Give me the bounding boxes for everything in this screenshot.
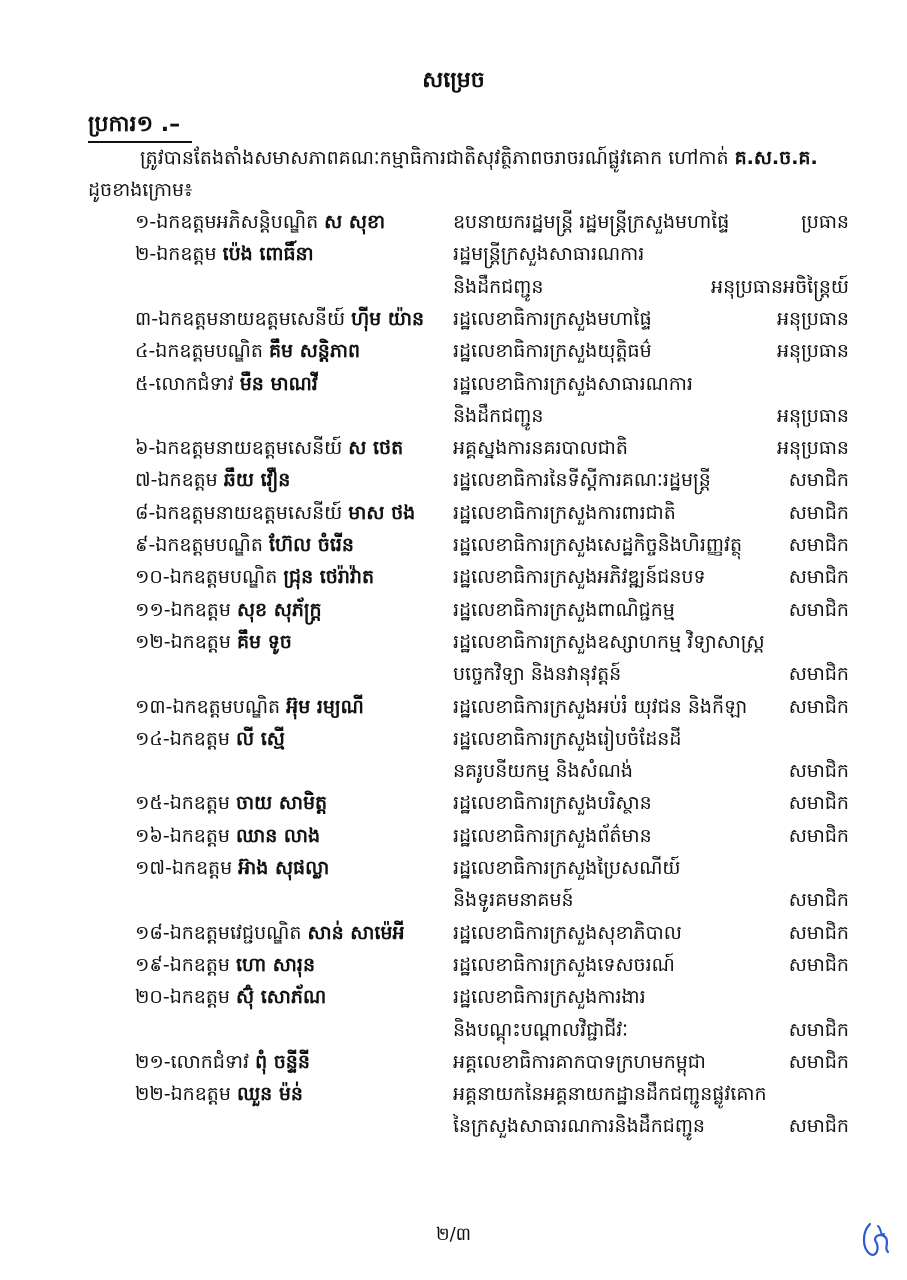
member-role: សមាជិក <box>788 1115 849 1138</box>
member-name <box>135 533 354 561</box>
member-row <box>0 985 907 1019</box>
member-name-bold: ស៊ុំ សោភ័ណ <box>236 986 327 1009</box>
member-row <box>0 307 907 341</box>
intro-continuation: ដូចខាងក្រោម៖ <box>88 179 193 201</box>
member-position: រដ្ឋលេខាធិការក្រសួងប្រៃសណីយ៍ <box>453 857 681 879</box>
member-name <box>135 695 364 723</box>
member-row <box>0 630 907 664</box>
member-title-prefix: ១១-ឯកឧត្តម <box>135 598 237 621</box>
member-position: រដ្ឋលេខាធិការនៃទីស្តីការគណៈរដ្ឋមន្ត្រី <box>453 469 711 492</box>
member-title-prefix: ១៤-ឯកឧត្តម <box>135 727 237 750</box>
member-row <box>0 242 907 276</box>
member-role: សមាជិក <box>788 501 849 524</box>
member-position: រដ្ឋលេខាធិការក្រសួងបរិស្ថាន <box>453 792 652 815</box>
member-row <box>0 436 907 470</box>
member-name <box>135 824 320 852</box>
member-name-bold: គឹម ទូច <box>236 630 292 653</box>
member-name <box>135 501 415 529</box>
member-position-continuation: បច្ចេកវិទ្យា និងនវានុវត្តន៍ <box>453 663 622 686</box>
member-row <box>0 598 907 632</box>
member-title-prefix: ១៥-ឯកឧត្តម <box>135 792 237 815</box>
member-role: អនុប្រធាន <box>777 340 849 363</box>
member-name-bold: ឈួន ម៉ន់ <box>236 1083 303 1106</box>
member-name <box>135 1082 303 1110</box>
intro-text: ត្រូវបានតែងតាំងសមាសភាពគណៈកម្មាធិការជាតិសុវត្ថិភាពចរាចរណ៍ផ្លូវគោក ហៅកាត់ <box>140 147 735 169</box>
member-name <box>135 856 329 884</box>
member-position: រដ្ឋលេខាធិការក្រសួងការពារជាតិ <box>453 501 676 524</box>
member-role: ប្រធាន <box>801 211 849 233</box>
member-role: សមាជិក <box>788 695 849 718</box>
intro-abbreviation: គ.ស.ច.គ. <box>734 147 818 169</box>
member-position-continuation: និងបណ្តុះបណ្តាលវិជ្ជាជីវៈ <box>453 1018 629 1041</box>
member-name <box>135 565 374 593</box>
member-title-prefix: ១៦-ឯកឧត្តម <box>135 824 237 847</box>
member-row-continuation <box>0 888 907 922</box>
member-position: អគ្គស្នងការនគរបាលជាតិ <box>453 437 628 460</box>
member-row-continuation <box>0 404 907 438</box>
member-title-prefix: ២២-ឯកឧត្តម <box>135 1083 237 1106</box>
member-title-prefix: ៦-ឯកឧត្តមនាយឧត្តមសេនីយ៍ <box>135 437 349 460</box>
member-row-continuation <box>0 662 907 696</box>
member-position: ឧបនាយករដ្ឋមន្ត្រី រដ្ឋមន្ត្រីក្រសួងមហាផ្ទៃ <box>453 211 730 233</box>
member-position: រដ្ឋលេខាធិការក្រសួងពាណិជ្ជកម្ម <box>453 598 675 621</box>
member-title-prefix: ៩-ឯកឧត្តមបណ្ឌិត <box>135 534 269 556</box>
member-name-bold: គឹម សន្តិភាព <box>268 340 361 363</box>
member-name-bold: ឆឹយ វឿន <box>223 469 291 492</box>
member-name <box>135 307 424 335</box>
member-title-prefix: ១៨-ឯកឧត្តមវេជ្ជបណ្ឌិត <box>135 921 308 944</box>
member-row <box>0 921 907 955</box>
member-name <box>135 985 326 1013</box>
member-role: អនុប្រធាន <box>777 437 849 460</box>
member-role: អនុប្រធាន <box>777 404 849 427</box>
member-title-prefix: ១៩-ឯកឧត្តម <box>135 953 237 976</box>
member-role: អនុប្រធាន <box>777 307 849 330</box>
member-position: អគ្គនាយកនៃអគ្គនាយកដ្ឋានដឹកជញ្ជូនផ្លូវគោក <box>453 1083 767 1106</box>
member-role: សមាជិក <box>788 469 849 492</box>
member-position: រដ្ឋលេខាធិការក្រសួងសុខាភិបាល <box>453 921 682 944</box>
member-position-continuation: នគរូបនីយកម្ម និងសំណង់ <box>453 760 633 783</box>
member-row-continuation <box>0 275 907 309</box>
member-position-continuation: និងដឹកជញ្ជូន <box>453 275 544 298</box>
member-name-bold: មាស ថង <box>348 501 416 524</box>
document-title: សម្រេច <box>422 68 485 93</box>
member-name <box>135 436 403 464</box>
member-name-bold: ហ៊ែល ចំរើន <box>268 534 354 556</box>
member-role: សមាជិក <box>788 598 849 621</box>
member-position: រដ្ឋលេខាធិការក្រសួងរៀបចំដែនដី <box>453 727 682 750</box>
member-position: អគ្គលេខាធិការគាកបាទក្រហមកម្ពុជា <box>453 1050 706 1073</box>
member-name-bold: ឈាន លាង <box>236 824 321 847</box>
member-title-prefix: ៥-លោកជំទាវ <box>135 372 240 395</box>
member-row <box>0 824 907 858</box>
member-name-bold: ស ថេត <box>348 437 404 460</box>
member-role: អនុប្រធានអចិន្ត្រៃយ៍ <box>711 275 849 298</box>
signature-mark <box>858 1218 894 1262</box>
member-title-prefix: ៧-ឯកឧត្តម <box>135 469 224 492</box>
member-role: សមាជិក <box>788 824 849 847</box>
member-title-prefix: ៤-ឯកឧត្តមបណ្ឌិត <box>135 340 269 363</box>
member-position: រដ្ឋលេខាធិការក្រសួងសេដ្ឋកិច្ចនិងហិរញ្ញវត្ថុ <box>453 534 743 556</box>
member-position: រដ្ឋលេខាធិការក្រសួងសាធារណការ <box>453 372 693 395</box>
member-row-continuation <box>0 1018 907 1052</box>
member-name-bold: សុខ សុភ័ក្ត្រ <box>236 598 322 621</box>
member-name-bold: មឺន មាណវី <box>239 372 318 395</box>
member-title-prefix: ២០-ឯកឧត្តម <box>135 986 237 1009</box>
member-position: រដ្ឋលេខាធិការក្រសួងឧស្សាហកម្ម វិទ្យាសាស្ត្រ <box>453 630 765 653</box>
member-row <box>0 501 907 535</box>
member-title-prefix: ៨-ឯកឧត្តមនាយឧត្តមសេនីយ៍ <box>135 501 349 524</box>
page-number: ២/៣ <box>435 1224 472 1245</box>
member-role: សមាជិក <box>788 534 849 556</box>
member-row <box>0 533 907 567</box>
member-role: សមាជិក <box>788 792 849 815</box>
member-row-continuation <box>0 1114 907 1148</box>
member-name-bold: ស សុខា <box>324 211 386 233</box>
member-row <box>0 695 907 729</box>
member-position-continuation: នៃក្រសួងសាធារណការនិងដឹកជញ្ជូន <box>453 1115 705 1138</box>
member-name <box>135 727 285 755</box>
member-row <box>0 856 907 890</box>
member-position: រដ្ឋលេខាធិការក្រសួងទេសចរណ៍ <box>453 953 675 976</box>
member-row <box>0 468 907 502</box>
member-position: រដ្ឋលេខាធិការក្រសួងអភិវឌ្ឍន៍ជនបទ <box>453 566 706 589</box>
member-row <box>0 372 907 406</box>
member-position: រដ្ឋមន្ត្រីក្រសួងសាធារណការ <box>453 243 645 266</box>
member-name-bold: ជ្រុន ថេរ៉ាវ៉ាត <box>283 566 375 589</box>
member-row <box>0 727 907 761</box>
member-name-bold: សាន់ សាម៉េអី <box>307 921 405 944</box>
member-name <box>135 921 405 949</box>
member-name-bold: លី ស្មើ <box>236 727 285 750</box>
member-name-bold: ហោ សារុន <box>236 953 316 976</box>
member-name <box>135 210 385 238</box>
member-title-prefix: ១០-ឯកឧត្តមបណ្ឌិត <box>135 566 284 589</box>
member-position: រដ្ឋលេខាធិការក្រសួងការងារ <box>453 986 646 1009</box>
member-name-bold: អ៊ាង សុផល្លា <box>238 857 330 879</box>
member-role: សមាជិក <box>788 1018 849 1041</box>
member-name <box>135 598 322 626</box>
member-row <box>0 565 907 599</box>
member-title-prefix: ៣-ឯកឧត្តមនាយឧត្តមសេនីយ៍ <box>135 307 352 330</box>
member-title-prefix: ១២-ឯកឧត្តម <box>135 630 237 653</box>
member-role: សមាជិក <box>788 566 849 589</box>
member-role: សមាជិក <box>788 663 849 686</box>
member-role: សមាជិក <box>788 921 849 944</box>
member-title-prefix: ១៣-ឯកឧត្តមបណ្ឌិត <box>135 695 287 718</box>
member-row <box>0 339 907 373</box>
member-name <box>135 953 315 981</box>
member-role: សមាជិក <box>788 760 849 783</box>
member-row <box>0 210 907 244</box>
member-name-bold: ចាយ សាមិត្ត <box>236 792 328 815</box>
member-position-continuation: និងដឹកជញ្ជូន <box>453 404 544 427</box>
member-title-prefix: ១៧-ឯកឧត្តម <box>135 857 239 879</box>
member-name-bold: ប៉េង ពោធិ៍នា <box>222 243 314 266</box>
member-name <box>135 339 360 367</box>
member-name-bold: អ៊ុម រម្យណី <box>286 695 364 718</box>
member-title-prefix: ២-ឯកឧត្តម <box>135 243 223 266</box>
member-name <box>135 468 290 496</box>
member-role: សមាជិក <box>788 889 849 912</box>
member-position: រដ្ឋលេខាធិការក្រសួងព័ត៌មាន <box>453 824 652 847</box>
member-name <box>135 1050 310 1078</box>
member-row <box>0 791 907 825</box>
member-title-prefix: ១-ឯកឧត្តមអភិសន្តិបណ្ឌិត <box>135 211 325 233</box>
member-position: រដ្ឋលេខាធិការក្រសួងមហាផ្ទៃ <box>453 307 652 330</box>
member-position-continuation: និងទូរគមនាគមន៍ <box>453 889 574 912</box>
member-title-prefix: ២១-លោកជំទាវ <box>135 1050 256 1073</box>
member-role: សមាជិក <box>788 953 849 976</box>
member-name <box>135 372 318 400</box>
member-position: រដ្ឋលេខាធិការក្រសួងយុត្តិធម៌ <box>453 340 652 363</box>
member-row <box>0 1082 907 1116</box>
member-name <box>135 630 292 658</box>
member-position: រដ្ឋលេខាធិការក្រសួងអប់រំ យុវជន និងកីឡា <box>453 695 748 718</box>
article-label: ប្រការ១ .– <box>88 112 181 137</box>
member-row <box>0 1050 907 1084</box>
member-name-bold: ហ៊ីម យ៉ាន <box>351 307 425 330</box>
member-row <box>0 953 907 987</box>
member-role: សមាជិក <box>788 1050 849 1073</box>
member-name <box>135 791 327 819</box>
member-name <box>135 242 314 270</box>
member-row-continuation <box>0 759 907 793</box>
member-name-bold: ពុំ ចន្ទីនី <box>255 1050 310 1073</box>
